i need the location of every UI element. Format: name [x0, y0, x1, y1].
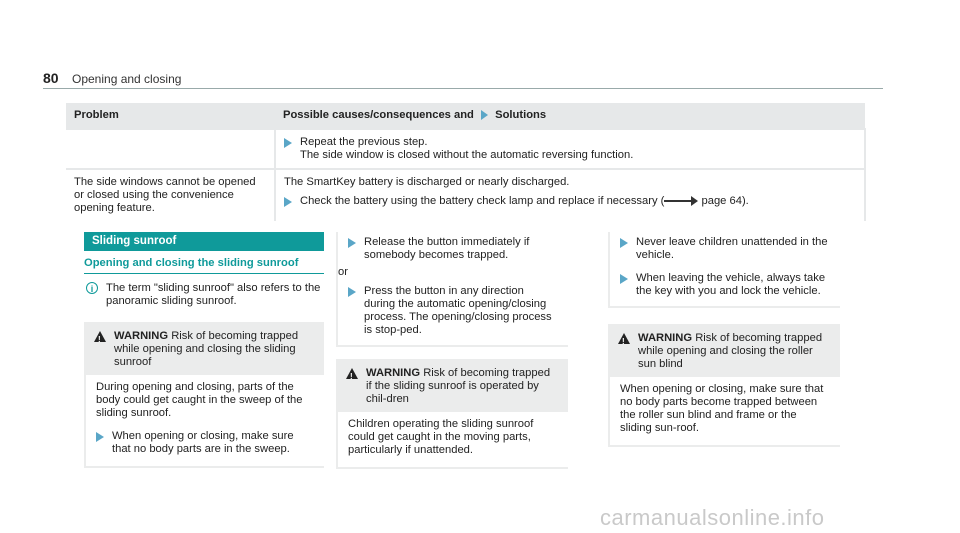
solution-cell: [275, 169, 865, 221]
step-arrow-icon: [348, 287, 356, 297]
warning-header: [84, 322, 324, 375]
warning-label: WARNING: [114, 330, 169, 342]
instruction-step: [348, 285, 558, 337]
solution-arrow-icon: [481, 110, 488, 120]
step-box: [336, 232, 568, 347]
step-arrow-icon: [620, 238, 628, 248]
header-causes-label: Possible causes/consequences and: [283, 109, 474, 121]
warning-title: Risk of becoming trapped while opening and closing the sliding sunroof: [114, 330, 299, 368]
watermark: carmanualsonline.info: [600, 505, 825, 530]
warning-box: [336, 359, 568, 469]
step-text: When leaving the vehicle, always take the key with you and lock the vehicle.: [636, 272, 826, 297]
subsection-heading: Opening and closing the sliding sunroof: [84, 257, 324, 274]
warning-text: When opening or closing, make sure that no body parts become trapped between the roller sun blind and frame or the sliding sun-roof.: [620, 383, 824, 434]
problem-cell: The side windows cannot be opened or closed using the convenience opening feature.: [66, 169, 275, 221]
instruction-step: [620, 272, 830, 298]
warning-triangle-icon: !: [94, 331, 106, 342]
column-2: [336, 232, 568, 469]
step-arrow-icon: [620, 274, 628, 284]
step-text: Never leave children unattended in the vehicle.: [636, 236, 828, 261]
step-text: Repeat the previous step.: [300, 136, 428, 148]
warning-step: [96, 430, 314, 456]
step-arrow-icon: [348, 238, 356, 248]
warning-triangle-icon: !: [618, 333, 630, 344]
step-detail: The side window is closed without the automatic reversing function.: [300, 149, 634, 161]
step-arrow-icon: [284, 197, 292, 207]
warning-label: WARNING: [366, 367, 421, 379]
warning-triangle-icon: !: [346, 368, 358, 379]
problem-cell: [66, 129, 275, 169]
info-icon: i: [86, 282, 98, 294]
step-text: When opening or closing, make sure that no body parts are in the sweep.: [112, 430, 294, 455]
solution-cell: [275, 129, 865, 169]
warning-header: [336, 359, 568, 412]
column-3: [608, 232, 840, 447]
step-arrow-icon: [284, 138, 292, 148]
page-reference-link[interactable]: page 64).: [701, 195, 749, 207]
step-text: Press the button in any direction during the automatic opening/closing process. The opening/closing process is stop-ped.: [364, 285, 552, 336]
warning-box: [84, 322, 324, 468]
note-text: The term "sliding sunroof" also refers to the panoramic sliding sunroof.: [106, 282, 321, 307]
header-divider: [43, 88, 883, 89]
troubleshooting-table: [66, 103, 866, 221]
solution-step: [284, 136, 856, 162]
instruction-step: [620, 236, 830, 262]
warning-body: [336, 412, 568, 469]
step-box: [608, 232, 840, 308]
section-heading: Sliding sunroof: [84, 232, 324, 251]
warning-body: [608, 377, 840, 447]
header-problem: Problem: [66, 103, 275, 129]
warning-box: [608, 324, 840, 447]
step-arrow-icon: [96, 432, 104, 442]
warning-text: Children operating the sliding sunroof could get caught in the moving parts, particularly if unattended.: [348, 418, 534, 456]
warning-title: Risk of becoming trapped while opening and closing the roller sun blind: [638, 332, 823, 370]
page-number: 80: [43, 70, 59, 86]
step-text: Release the button immediately if somebody becomes trapped.: [364, 236, 530, 261]
step-text: Check the battery using the battery check lamp and replace if necessary (: [300, 195, 665, 207]
note: [84, 282, 324, 308]
warning-text: During opening and closing, parts of the body could get caught in the sweep of the sliding sunroof.: [96, 381, 303, 419]
or-text: or: [338, 266, 348, 278]
instruction-step: [348, 236, 558, 262]
table-row: [66, 129, 865, 169]
solution-step: [284, 195, 856, 208]
table-header-row: [66, 103, 865, 129]
warning-label: WARNING: [638, 332, 693, 344]
table-row: [66, 169, 865, 221]
warning-header: [608, 324, 840, 377]
header-causes-solutions: [275, 103, 865, 129]
page-reference-arrow-icon: [664, 196, 698, 206]
warning-title: Risk of becoming trapped if the sliding sunroof is operated by chil-dren: [366, 367, 551, 405]
warning-body: [84, 375, 324, 468]
page-title: Opening and closing: [72, 72, 182, 86]
header-solutions-label: Solutions: [495, 109, 547, 121]
cause-text: The SmartKey battery is discharged or nearly discharged.: [284, 176, 570, 188]
column-1: [84, 232, 324, 468]
